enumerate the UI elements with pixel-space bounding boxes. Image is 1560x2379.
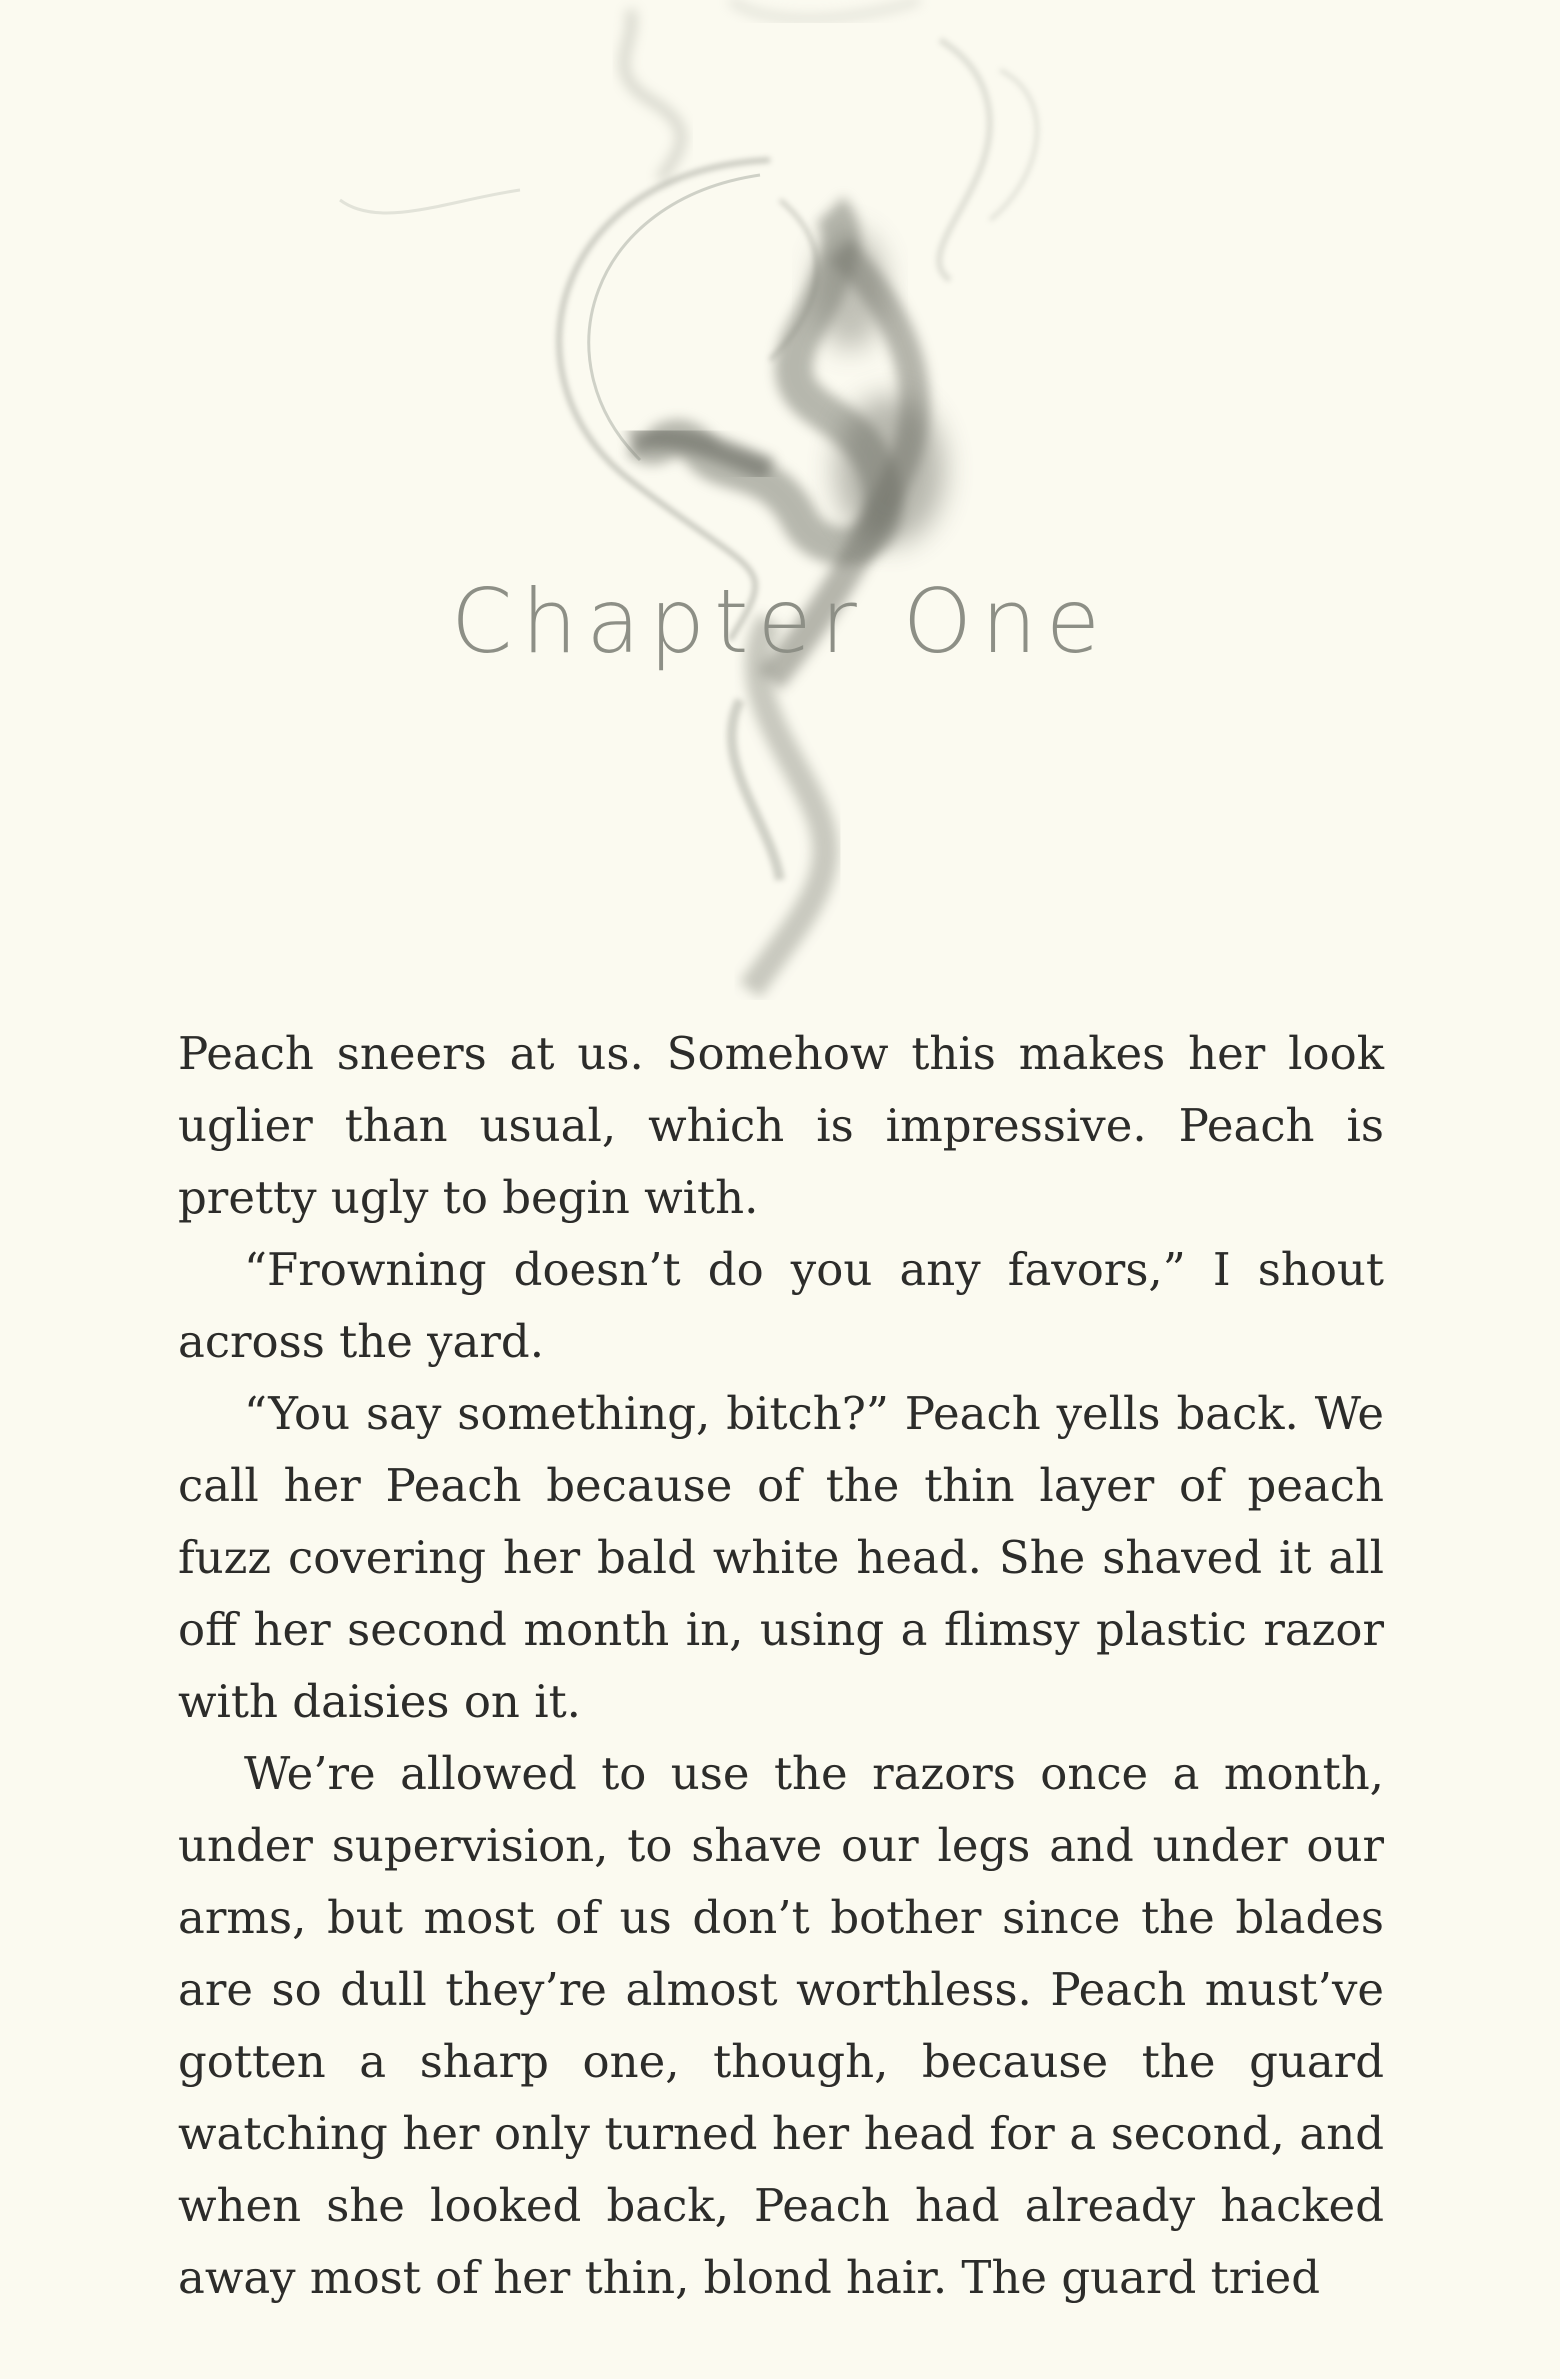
chapter-title: Chapter One bbox=[451, 570, 1109, 673]
paragraph: Peach sneers at us. Somehow this makes her look uglier than usual, which is impressive. Peach is pretty ugly to begin with. bbox=[178, 1027, 1384, 1224]
paragraph: “You say something, bitch?” Peach yells back. We call her Peach because of the thin layer of peach fuzz covering her bald white head. She shaved it all off her second month in, using a flimsy plastic razor with daisies on it. bbox=[178, 1387, 1384, 1728]
chapter-body bbox=[178, 1018, 1384, 2314]
paragraph: We’re allowed to use the razors once a month, under supervision, to shave our legs and under our arms, but most of us don’t bother since the blades are so dull they’re almost worthless. Peach must’ve gotten a sharp one, though, because the guard watching her only turned her head for a second, and when she looked back, Peach had already hacked away most of her thin, blond hair. The guard tried bbox=[178, 1747, 1384, 2304]
paragraph: “Frowning doesn’t do you any favors,” I shout across the yard. bbox=[178, 1243, 1384, 1368]
smoke-swirl-illustration bbox=[300, 0, 1260, 1000]
